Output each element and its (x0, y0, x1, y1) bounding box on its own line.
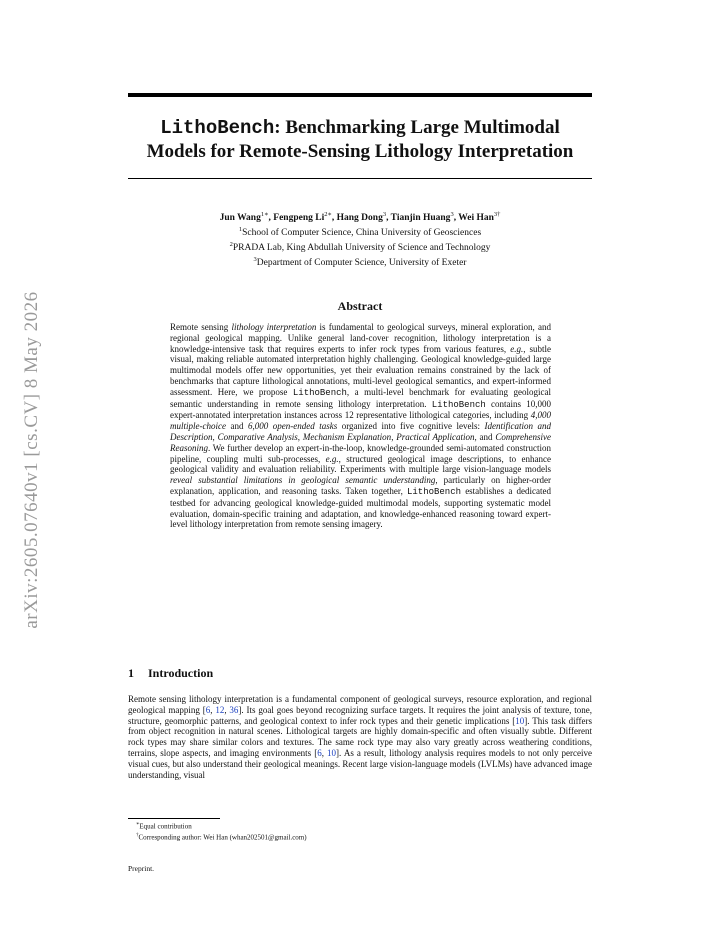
preprint-label: Preprint. (128, 864, 155, 873)
affiliations (110, 224, 610, 269)
author-affiliation-mark: 2∗ (324, 211, 332, 218)
footnote: †Corresponding author: Wei Han (whan202501@gmail.com) (136, 833, 307, 842)
author-affiliation-mark: 1∗ (260, 211, 269, 218)
affiliation-line: $^1$School of Computer Science, China University of Geosciences (238, 226, 482, 239)
title-benchmark-name: LithoBench (160, 117, 275, 139)
author-affiliation-mark: 3† (493, 211, 501, 218)
citation-link[interactable]: 6 (317, 747, 322, 758)
citation-link[interactable]: 6 (205, 704, 211, 715)
section-title: Introduction (148, 666, 214, 680)
citation-link[interactable]: 12 (215, 704, 225, 715)
introduction-body: Remote sensing lithology interpretation is a fundamental component of geological surveys, resource exploration, and regional geological mapping [6, 12, 36]. Its goal goes beyond recognizing surface targets. It requires the joint analysis of texture, tone, structure, geomorphic patterns, and geological context to infer rock types and their genetic implications [10]. This task differs from object recognition in natural scenes. Lithological targets are highly domain-specific and often visually subtle. Different rock types may share similar colors and textures. The same rock type may also vary greatly across weathering conditions, terrains, slope aspects, and imaging environments [6, 10]. As a result, lithology analysis requires models to not only perceive visual cues, but also understand their geological meanings. Recent large vision-language models (LVLMs) have advanced image understanding, visual (128, 694, 593, 780)
footnotes (136, 820, 592, 843)
author-names: Jun Wang$^{1∗}$, Fengpeng $Li^{2∗}$, Hang Dong$^3$, Tianjin Huang$^3$, Wei Han$^{3\dagger}$ (219, 211, 501, 224)
paper-title (110, 116, 610, 164)
affiliation-line: $^3$Department of Computer Science, University of Exeter (253, 256, 467, 269)
affiliation-line: $^2$PRADA Lab, King Abdullah University of Science and Technology (229, 241, 491, 254)
author-block (110, 209, 610, 270)
citation-link[interactable]: 10 (327, 747, 337, 758)
author-name: Jun Wang (219, 213, 261, 224)
author-name: Tianjin Huang (390, 213, 451, 224)
arxiv-stamp (12, 260, 52, 660)
arxiv-stamp-text: arXiv:2605.07640v1 [cs.CV] 8 May 2026 (21, 291, 42, 629)
author-name: Fengpeng Li (273, 213, 325, 224)
author-name: Wei Han (458, 213, 494, 224)
footnote-rule (128, 818, 220, 819)
section-heading (128, 666, 592, 681)
footnote: ∗Equal contribution (136, 822, 192, 831)
title-line1-rest: : Benchmarking Large Multimodal (274, 117, 560, 138)
title-bottom-rule (128, 178, 592, 179)
author-affiliation-mark: 3 (450, 211, 454, 218)
title-top-rule (128, 93, 592, 97)
citation-link[interactable]: 10 (515, 715, 525, 726)
section-number: 1 (128, 666, 134, 680)
abstract-heading: Abstract (337, 299, 383, 313)
citation-link[interactable]: 36 (229, 704, 239, 715)
author-affiliation-mark: 3 (382, 211, 387, 218)
author-name: Hang Dong (336, 213, 383, 224)
abstract-body: Remote sensing lithology interpretation is fundamental to geological surveys, mineral exploration, and regional geological mapping. Unlike general land-cover recognition, lithology interpretation is a knowledge-intensive task that requires experts to infer rock types from various features, e.g., subtle visual, making reliable automated interpretation highly challenging. Geological knowledge-guided large multimodal models offer new opportunities, yet their evaluation remains constrained by the lack of benchmarks that capture lithological annotations, multi-level geological semantics, and expert-informed assessment. Here, we propose LithoBench, a multi-level benchmark for evaluating geological semantic understanding in remote sensing lithology interpretation. LithoBench contains 10,000 expert-annotated interpretation instances across 12 representative lithological categories, including 4,000 multiple-choice and 6,000 open-ended tasks organized into five cognitive levels: Identification and Description, Comparative Analysis, Mechanism Explanation, Practical Application, and Comprehensive Reasoning. We further develop an expert-in-the-loop, knowledge-grounded semi-automated construction pipeline, coupling multi sub-processes, e.g., structured geological image descriptions, to enhance geological validity and evaluation reliability. Experiments with multiple large vision-language models reveal substantial limitations in geological semantic understanding, particularly on higher-order explanation, application, and reasoning tasks. Taken together, LithoBench establishes a dedicated testbed for advancing geological knowledge-guided multimodal models, supporting systematic model evaluation, domain-specific training and adaptation, and knowledge-enhanced reasoning toward expert-level lithology interpretation from remote sensing imagery. (170, 322, 552, 530)
title-line2: Models for Remote-Sensing Lithology Interpretation (146, 141, 574, 162)
